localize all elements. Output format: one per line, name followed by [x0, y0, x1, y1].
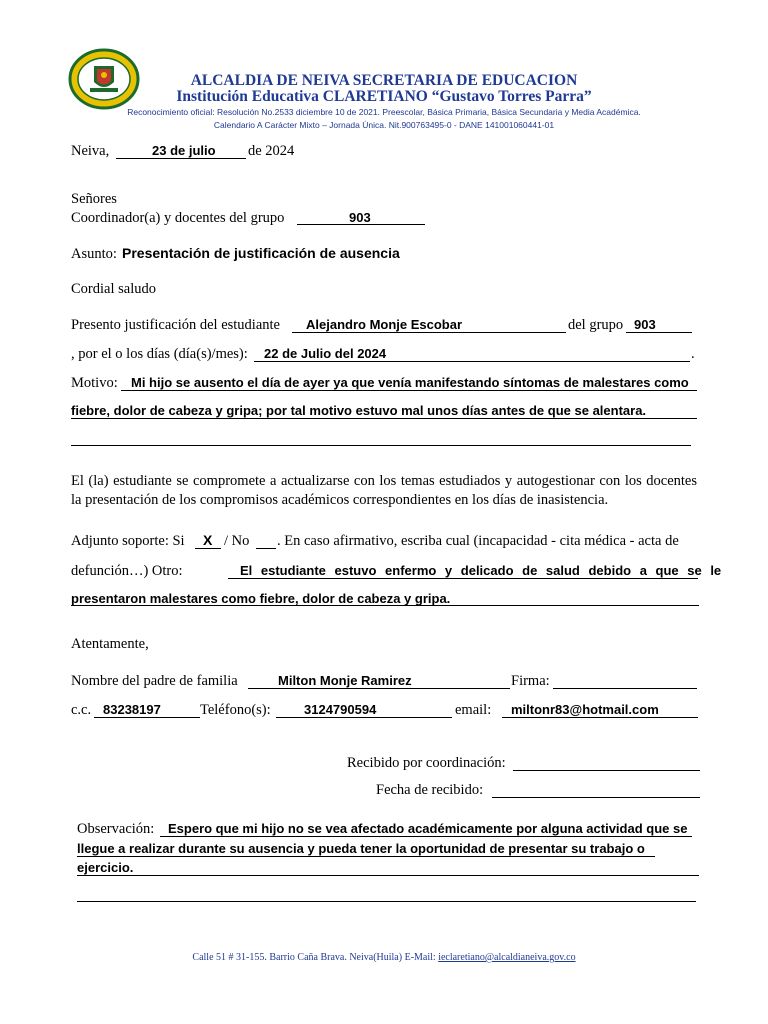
commitment-paragraph: El (la) estudiante se compromete a actualizarse con los temas estudiados y autogestionar con los docentes la presentación de los compromisos académicos correspondientes en los días de inasistencia.	[71, 473, 697, 508]
days-end: .	[691, 346, 695, 362]
footer-address: Calle 51 # 31-155. Barrio Caña Brava. Neiva(Huila) E-Mail:	[192, 952, 436, 963]
footer-email-link[interactable]: ieclaretiano@alcaldianeiva.gov.co	[438, 952, 576, 963]
student-group: 903	[634, 317, 656, 332]
parent-label: Nombre del padre de familia	[71, 673, 238, 689]
email-value: miltonr83@hotmail.com	[511, 702, 659, 717]
subject-value: Presentación de justificación de ausencia	[122, 245, 400, 261]
recipients-line: Coordinador(a) y docentes del grupo	[71, 210, 285, 226]
cc-value: 83238197	[103, 702, 161, 717]
observation-label: Observación:	[77, 821, 155, 837]
observation-line2: llegue a realizar durante su ausencia y pueda tener la oportunidad de presentar su trabajo o	[77, 841, 645, 856]
subject-label: Asunto:	[71, 246, 117, 262]
support-other-line2: presentaron malestares como fiebre, dolor de cabeza y gripa.	[71, 591, 451, 606]
days-label: , por el o los días (día(s)/mes):	[71, 346, 248, 362]
support-rest: . En caso afirmativo, escriba cual (incapacidad - cita médica - acta de	[277, 533, 679, 549]
motive-line1: Mi hijo se ausento el día de ayer ya que venía manifestando síntomas de malestares como	[131, 375, 689, 390]
recipients-salutation: Señores	[71, 191, 117, 207]
closing: Atentamente,	[71, 636, 149, 652]
student-name: Alejandro Monje Escobar	[306, 317, 463, 332]
date-prefix: Neiva,	[71, 143, 110, 159]
footer	[0, 952, 768, 963]
header-institution: Institución Educativa CLARETIANO “Gustavo Torres Parra”	[176, 88, 592, 105]
email-label: email:	[455, 702, 492, 718]
support-no-label: / No	[224, 533, 250, 549]
phone-value: 3124790594	[304, 702, 377, 717]
date-suffix: de 2024	[248, 143, 295, 159]
phone-label: Teléfono(s):	[200, 702, 271, 718]
motive-label: Motivo:	[71, 375, 118, 391]
support-yes-mark: X	[203, 532, 213, 548]
received-date-label: Fecha de recibido:	[376, 782, 484, 798]
received-label: Recibido por coordinación:	[347, 755, 506, 771]
header-calendar: Calendario A Carácter Mixto – Jornada Única. Nit.900763495-0 - DANE 141001060441-01	[213, 120, 555, 130]
header-authority: ALCALDIA DE NEIVA SECRETARIA DE EDUCACION	[190, 72, 578, 89]
signature-label: Firma:	[511, 673, 550, 689]
support-other-label: defunción…) Otro:	[71, 563, 183, 579]
header-recognition: Reconocimiento oficial: Resolución No.2533 diciembre 10 de 2021. Preescolar, Básica Primaria, Básica Secundaria y Media Académica.	[127, 107, 641, 117]
observation-line1: Espero que mi hijo no se vea afectado académicamente por alguna actividad que se	[168, 821, 688, 836]
support-other-line1: El estudiante estuvo enfermo y delicado de salud debido a que se le	[240, 563, 722, 578]
motive-line2: fiebre, dolor de cabeza y gripa; por tal motivo estuvo mal unos días antes de que se alentara.	[71, 403, 647, 418]
parent-name: Milton Monje Ramirez	[278, 673, 412, 688]
cc-label: c.c.	[71, 702, 92, 718]
student-label: Presento justificación del estudiante	[71, 317, 280, 333]
support-label: Adjunto soporte: Si	[71, 533, 185, 549]
date-value: 23 de julio	[152, 143, 216, 158]
greeting: Cordial saludo	[71, 281, 156, 297]
days-value: 22 de Julio del 2024	[264, 346, 387, 361]
observation-line3: ejercicio.	[77, 860, 134, 875]
student-group-label: del grupo	[568, 317, 624, 333]
recipients-group: 903	[349, 210, 371, 225]
